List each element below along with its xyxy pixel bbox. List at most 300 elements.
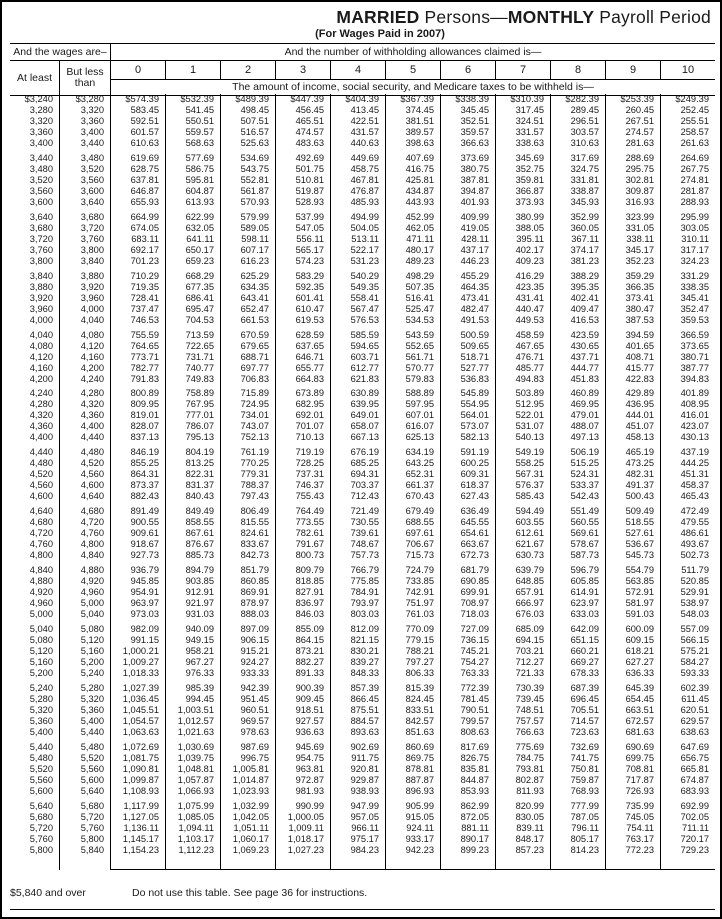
amount-cell: 451.83 [550, 374, 605, 385]
amount-cell: 258.57 [660, 127, 715, 138]
amount-cell: 603.55 [495, 517, 550, 528]
amount-cell: 706.83 [220, 374, 275, 385]
amount-cell: 561.87 [220, 186, 275, 197]
wage-cell: 4,960 [59, 587, 110, 598]
amount-cell: 763.17 [605, 834, 660, 845]
amount-cell: 601.41 [275, 293, 330, 304]
amount-cell: 751.97 [385, 598, 440, 609]
amount-cell: 482.31 [605, 469, 660, 480]
amount-cell: 833.67 [220, 539, 275, 550]
amount-cell: 492.69 [275, 153, 330, 164]
amount-cell: 1,066.93 [165, 786, 220, 797]
amount-cell: 568.63 [165, 138, 220, 149]
amount-cell: 728.41 [110, 293, 165, 304]
amount-cell: 703.21 [495, 646, 550, 657]
amount-cell: 827.91 [275, 587, 330, 598]
amount-cell: 540.29 [330, 271, 385, 282]
amount-cell: 502.73 [660, 550, 715, 561]
amount-cell: 658.07 [330, 421, 385, 432]
amount-cell: 594.49 [495, 506, 550, 517]
amount-cell: 683.93 [660, 786, 715, 797]
amount-cell: 274.57 [605, 127, 660, 138]
amount-cell: 416.01 [660, 410, 715, 421]
amount-cell: 779.31 [220, 469, 275, 480]
wage-cell: 3,800 [29, 255, 53, 266]
allowance-col-2: 2 [220, 61, 275, 80]
title-persons: Persons— [419, 7, 508, 27]
amount-cell: 688.55 [385, 517, 440, 528]
wage-cell: 4,720 [59, 517, 110, 528]
wage-cell: 5,040 [59, 609, 110, 620]
amount-cell: 972.87 [275, 775, 330, 786]
table-header [10, 43, 715, 96]
amount-cell: 812.09 [330, 624, 385, 635]
amount-cell: 460.89 [550, 388, 605, 399]
amount-cell: 595.81 [165, 175, 220, 186]
amount-cell: 1,072.69 [110, 742, 165, 753]
amount-cell: 768.93 [550, 786, 605, 797]
wage-cell: 3,360 [59, 116, 110, 127]
amount-cell: 655.77 [275, 363, 330, 374]
amount-cell: 600.25 [440, 458, 495, 469]
wage-cell: 3,400 [29, 138, 53, 148]
amount-cell: 429.89 [605, 388, 660, 399]
amount-cell: 588.89 [385, 388, 440, 399]
amount-cell: 694.15 [495, 635, 550, 646]
table-bottom-spacer [660, 856, 715, 870]
wage-cell: 5,240 [29, 682, 53, 693]
wage-cell: 3,360 [29, 127, 53, 137]
amount-cell: 1,060.17 [220, 834, 275, 845]
amount-cell: 796.11 [550, 823, 605, 834]
amount-cell: 519.87 [275, 186, 330, 197]
amount-cell: 804.19 [165, 447, 220, 458]
amount-cell: 416.29 [495, 271, 550, 282]
amount-cell: 607.01 [385, 410, 440, 421]
amount-cell: 578.67 [550, 539, 605, 550]
amount-cell: 826.75 [440, 753, 495, 764]
amount-cell: 579.83 [385, 374, 440, 385]
amount-cell: 669.27 [550, 657, 605, 668]
amount-cell: 518.71 [440, 352, 495, 363]
amount-cell: 525.47 [385, 304, 440, 315]
amount-cell: 793.97 [330, 598, 385, 609]
amount-cell: 900.55 [110, 517, 165, 528]
amount-cell: 444.77 [550, 363, 605, 374]
amount-cell: 1,000.05 [275, 812, 330, 823]
amount-cell: 570.77 [385, 363, 440, 374]
amount-cell: 676.03 [495, 609, 550, 620]
amount-cell: 1,085.05 [165, 812, 220, 823]
amount-cell: 402.17 [495, 245, 550, 256]
amount-cell: 643.41 [220, 293, 275, 304]
amount-cell: 1,136.11 [110, 823, 165, 834]
amount-cell: 387.81 [440, 175, 495, 186]
amount-cell: 324.23 [660, 256, 715, 267]
amount-cell: 764.49 [275, 506, 330, 517]
amount-cell: 788.21 [385, 646, 440, 657]
amount-cell: 699.91 [440, 587, 495, 598]
amount-cell: 828.07 [110, 421, 165, 432]
amount-cell: 281.63 [605, 138, 660, 149]
amount-cell: 612.77 [330, 363, 385, 374]
amount-cell: 616.23 [220, 256, 275, 267]
amount-cell: 628.75 [110, 164, 165, 175]
footer-note: Do not use this table. See page 36 for instructions. [132, 887, 368, 899]
wage-cell: 3,840 [29, 270, 53, 281]
wage-cell: 3,280 [29, 105, 53, 115]
table-bottom-spacer [10, 856, 59, 870]
amount-cell: 598.11 [220, 234, 275, 245]
amount-cell: 428.11 [440, 234, 495, 245]
wage-cell: 4,400 [29, 432, 53, 443]
amount-cell: 1,108.93 [110, 786, 165, 797]
wage-cell: 4,920 [29, 587, 53, 598]
amount-cell: 664.99 [110, 212, 165, 223]
wage-cell: 4,240 [59, 374, 110, 385]
amount-cell: 750.81 [550, 764, 605, 775]
amount-cell: 509.49 [605, 506, 660, 517]
amount-cell: 784.91 [330, 587, 385, 598]
wage-cell: 5,760 [59, 823, 110, 834]
amount-cell: 479.55 [660, 517, 715, 528]
wage-cell: 5,360 [59, 705, 110, 716]
wage-cell: 3,600 [59, 186, 110, 197]
amount-cell: 811.93 [495, 786, 550, 797]
amount-cell: 575.21 [660, 646, 715, 657]
amount-cell: 366.59 [660, 330, 715, 341]
amount-cell: 915.05 [385, 812, 440, 823]
amount-cell: 664.83 [275, 374, 330, 385]
amount-cell: 666.97 [495, 598, 550, 609]
amount-cell: 1,099.87 [110, 775, 165, 786]
amount-cell: 401.93 [440, 197, 495, 208]
wage-cell: 3,720 [29, 233, 53, 244]
wage-cell: 5,480 [29, 752, 53, 763]
amount-cell: 550.51 [165, 116, 220, 127]
amount-cell: 585.43 [495, 491, 550, 502]
table-footer [10, 887, 715, 899]
amount-cell: 777.01 [165, 410, 220, 421]
wage-cell: 3,760 [29, 244, 53, 255]
amount-cell: 1,075.99 [165, 801, 220, 812]
amount-cell: 715.73 [385, 550, 440, 561]
wage-cell: 5,800 [29, 844, 53, 855]
wage-cell: 4,200 [29, 373, 53, 384]
wage-cell: 3,640 [59, 197, 110, 208]
amount-cell: 699.75 [605, 753, 660, 764]
amount-cell: 1,045.51 [110, 705, 165, 716]
amount-cell: 373.93 [495, 197, 550, 208]
amount-cell: 434.87 [385, 186, 440, 197]
amount-cell: 569.61 [550, 528, 605, 539]
amount-cell: 791.67 [275, 539, 330, 550]
amount-cell: 374.17 [550, 245, 605, 256]
wage-cell: 4,800 [29, 550, 53, 561]
amount-cell: 620.51 [660, 705, 715, 716]
wage-cell: 3,480 [29, 163, 53, 174]
amount-cell: 976.33 [165, 668, 220, 679]
footer-wage-range: $5,840 and over [10, 887, 86, 899]
amount-cell: 456.45 [275, 105, 330, 116]
amount-cell: 331.57 [495, 127, 550, 138]
amount-cell: 422.83 [605, 374, 660, 385]
amount-cell: 954.91 [110, 587, 165, 598]
amount-cell: 837.13 [110, 432, 165, 443]
amount-cell: 899.23 [440, 845, 495, 856]
wage-cell: 4,280 [29, 399, 53, 410]
amount-cell: 529.91 [660, 587, 715, 598]
amount-cell: 942.39 [220, 683, 275, 694]
amount-cell: 685.25 [330, 458, 385, 469]
amount-cell: 710.13 [275, 432, 330, 443]
amount-cell: 708.81 [605, 764, 660, 775]
amount-cell: 1,117.99 [110, 801, 165, 812]
amount-cell: 655.93 [110, 197, 165, 208]
amount-cell: 444.25 [660, 458, 715, 469]
amount-cell: 701.23 [110, 256, 165, 267]
amount-cell: 561.71 [385, 352, 440, 363]
amount-cell: 770.25 [220, 458, 275, 469]
amount-cell: 730.55 [330, 517, 385, 528]
amount-cell: 1,000.21 [110, 646, 165, 657]
amount-cell: 732.69 [550, 742, 605, 753]
amount-cell: 501.75 [275, 164, 330, 175]
amount-cell: 740.77 [165, 363, 220, 374]
amount-cell: $532.39 [165, 94, 220, 105]
amount-cell: 373.69 [440, 153, 495, 164]
amount-cell: 491.37 [605, 480, 660, 491]
amount-cell: 408.95 [660, 399, 715, 410]
amount-cell: 252.45 [660, 105, 715, 116]
amount-cell: 389.57 [385, 127, 440, 138]
wage-cell: 5,520 [59, 753, 110, 764]
amount-cell: 891.33 [275, 668, 330, 679]
page-subtitle: (For Wages Paid in 2007) [315, 28, 445, 40]
amount-cell: 797.27 [385, 657, 440, 668]
amount-cell: 573.07 [440, 421, 495, 432]
amount-cell: 489.23 [385, 256, 440, 267]
wage-cell: 4,600 [29, 491, 53, 502]
amount-cell: 793.81 [495, 764, 550, 775]
header-wages-label: And the wages are– [10, 44, 110, 61]
amount-cell: 1,012.57 [165, 716, 220, 727]
wage-cell: $3,280 [59, 94, 110, 105]
wage-cell: 4,080 [59, 330, 110, 341]
amount-cell: 1,027.23 [275, 845, 330, 856]
amount-cell: 465.19 [605, 447, 660, 458]
amount-cell: 366.63 [440, 138, 495, 149]
wage-cell: 4,160 [59, 352, 110, 363]
wage-cell: 3,720 [59, 223, 110, 234]
amount-cell: 255.51 [660, 116, 715, 127]
amount-cell: 607.17 [220, 245, 275, 256]
amount-cell: 702.05 [660, 812, 715, 823]
amount-cell: 763.33 [440, 668, 495, 679]
amount-cell: 1,030.69 [165, 742, 220, 753]
table-bottom-spacer [385, 856, 440, 870]
amount-cell: 338.35 [660, 282, 715, 293]
amount-cell: 808.63 [440, 727, 495, 738]
amount-cell: 374.45 [385, 105, 440, 116]
amount-cell: 864.15 [275, 635, 330, 646]
amount-cell: 619.53 [275, 315, 330, 326]
wage-cell: 5,520 [29, 763, 53, 774]
wage-cell: 5,120 [59, 635, 110, 646]
amount-cell: 902.69 [330, 742, 385, 753]
amount-cell: 996.75 [220, 753, 275, 764]
amount-cell: 806.33 [385, 668, 440, 679]
amount-cell: 849.49 [165, 506, 220, 517]
amount-cell: 380.47 [605, 304, 660, 315]
wage-cell: 4,960 [29, 598, 53, 609]
wage-cell: 4,200 [59, 363, 110, 374]
amount-cell: 409.99 [440, 212, 495, 223]
amount-cell: 476.71 [495, 352, 550, 363]
amount-cell: 621.67 [495, 539, 550, 550]
amount-cell: 564.01 [440, 410, 495, 421]
wage-cell: 5,480 [59, 742, 110, 753]
amount-cell: 721.49 [330, 506, 385, 517]
amount-cell: 775.69 [495, 742, 550, 753]
amount-cell: 682.95 [275, 399, 330, 410]
amount-cell: 713.59 [165, 330, 220, 341]
amount-cell: 494.83 [495, 374, 550, 385]
amount-cell: 819.01 [110, 410, 165, 421]
amount-cell: 381.23 [550, 256, 605, 267]
amount-cell: 516.57 [220, 127, 275, 138]
amount-cell: 846.19 [110, 447, 165, 458]
wage-cell: 3,840 [59, 256, 110, 267]
amount-cell: 373.41 [605, 293, 660, 304]
amount-cell: 931.03 [165, 609, 220, 620]
amount-cell: 415.77 [605, 363, 660, 374]
wage-cell: 4,120 [59, 341, 110, 352]
amount-cell: 920.81 [330, 764, 385, 775]
amount-cell: 724.79 [385, 565, 440, 576]
amount-cell: 422.51 [330, 116, 385, 127]
wage-cell: 3,880 [59, 271, 110, 282]
wage-cell: 5,080 [59, 624, 110, 635]
amount-cell: 754.27 [440, 657, 495, 668]
amount-cell: 911.75 [330, 753, 385, 764]
amount-cell: 690.69 [605, 742, 660, 753]
amount-cell: 887.87 [385, 775, 440, 786]
amount-cell: 359.81 [495, 175, 550, 186]
amount-cell: 469.95 [550, 399, 605, 410]
amount-cell: 729.23 [660, 845, 715, 856]
amount-cell: 437.19 [660, 447, 715, 458]
wage-cell: 5,840 [59, 845, 110, 856]
wage-cell: 5,720 [59, 812, 110, 823]
amount-cell: 394.87 [440, 186, 495, 197]
wage-cell: 5,160 [29, 657, 53, 668]
wage-cell: 5,360 [29, 715, 53, 726]
amount-cell: 309.87 [605, 186, 660, 197]
amount-cell: 894.79 [165, 565, 220, 576]
amount-cell: 603.71 [330, 352, 385, 363]
amount-cell: 1,003.51 [165, 705, 220, 716]
amount-cell: 636.49 [440, 506, 495, 517]
amount-cell: 401.89 [660, 388, 715, 399]
amount-cell: 973.03 [110, 609, 165, 620]
allowance-col-0: 0 [110, 61, 165, 80]
amount-cell: 542.43 [550, 491, 605, 502]
amount-cell: 835.81 [440, 764, 495, 775]
amount-cell: 264.69 [660, 153, 715, 164]
amount-cell: 757.57 [495, 716, 550, 727]
amount-cell: 498.45 [220, 105, 275, 116]
amount-cell: 627.27 [605, 657, 660, 668]
amount-cell: 903.85 [165, 576, 220, 587]
amount-cell: 668.29 [165, 271, 220, 282]
amount-cell: 498.29 [385, 271, 440, 282]
amount-cell: 734.01 [220, 410, 275, 421]
amount-cell: 413.45 [330, 105, 385, 116]
amount-cell: 755.43 [275, 491, 330, 502]
amount-cell: 648.85 [495, 576, 550, 587]
amount-cell: 1,009.27 [110, 657, 165, 668]
amount-cell: 1,127.05 [110, 812, 165, 823]
amount-cell: 772.23 [605, 845, 660, 856]
amount-cell: 310.11 [660, 234, 715, 245]
amount-cell: 660.21 [550, 646, 605, 657]
page-title [336, 7, 711, 28]
amount-cell: 818.85 [275, 576, 330, 587]
amount-cell: 604.87 [165, 186, 220, 197]
amount-cell: 543.75 [220, 164, 275, 175]
amount-cell: 554.79 [605, 565, 660, 576]
amount-cell: 507.51 [220, 116, 275, 127]
amount-cell: 527.77 [440, 363, 495, 374]
wage-cell: 5,320 [29, 704, 53, 715]
amount-cell: 572.91 [605, 587, 660, 598]
amount-cell: 661.53 [220, 315, 275, 326]
amount-cell: 625.29 [220, 271, 275, 282]
amount-cell: 773.55 [275, 517, 330, 528]
amount-cell: 951.45 [220, 694, 275, 705]
wage-cell: 4,600 [59, 480, 110, 491]
amount-cell: 681.79 [440, 565, 495, 576]
amount-cell: 449.53 [495, 315, 550, 326]
amount-cell: 579.99 [220, 212, 275, 223]
amount-cell: 437.71 [550, 352, 605, 363]
wage-cell: 3,760 [59, 234, 110, 245]
wage-cell: 5,280 [29, 693, 53, 704]
amount-cell: 764.65 [110, 341, 165, 352]
amount-cell: 641.11 [165, 234, 220, 245]
amount-cell: 528.93 [275, 197, 330, 208]
amount-cell: 1,023.93 [220, 786, 275, 797]
title-married: MARRIED [336, 7, 420, 27]
amount-cell: 1,048.81 [165, 764, 220, 775]
amount-cell: 975.17 [330, 834, 385, 845]
amount-cell: $367.39 [385, 94, 440, 105]
amount-cell: 912.91 [165, 587, 220, 598]
amount-cell: 425.81 [385, 175, 440, 186]
amount-cell: 1,014.87 [220, 775, 275, 786]
wage-cell: 5,720 [29, 822, 53, 833]
amount-cell: 416.75 [385, 164, 440, 175]
wage-cell: 4,440 [29, 447, 53, 458]
amount-cell: 394.59 [605, 330, 660, 341]
amount-cell: 458.37 [660, 480, 715, 491]
amount-cell: 775.85 [330, 576, 385, 587]
wage-cell: 4,640 [29, 506, 53, 517]
amount-cell: 721.33 [495, 668, 550, 679]
amount-cell: 437.17 [440, 245, 495, 256]
amount-cell: 652.47 [220, 304, 275, 315]
